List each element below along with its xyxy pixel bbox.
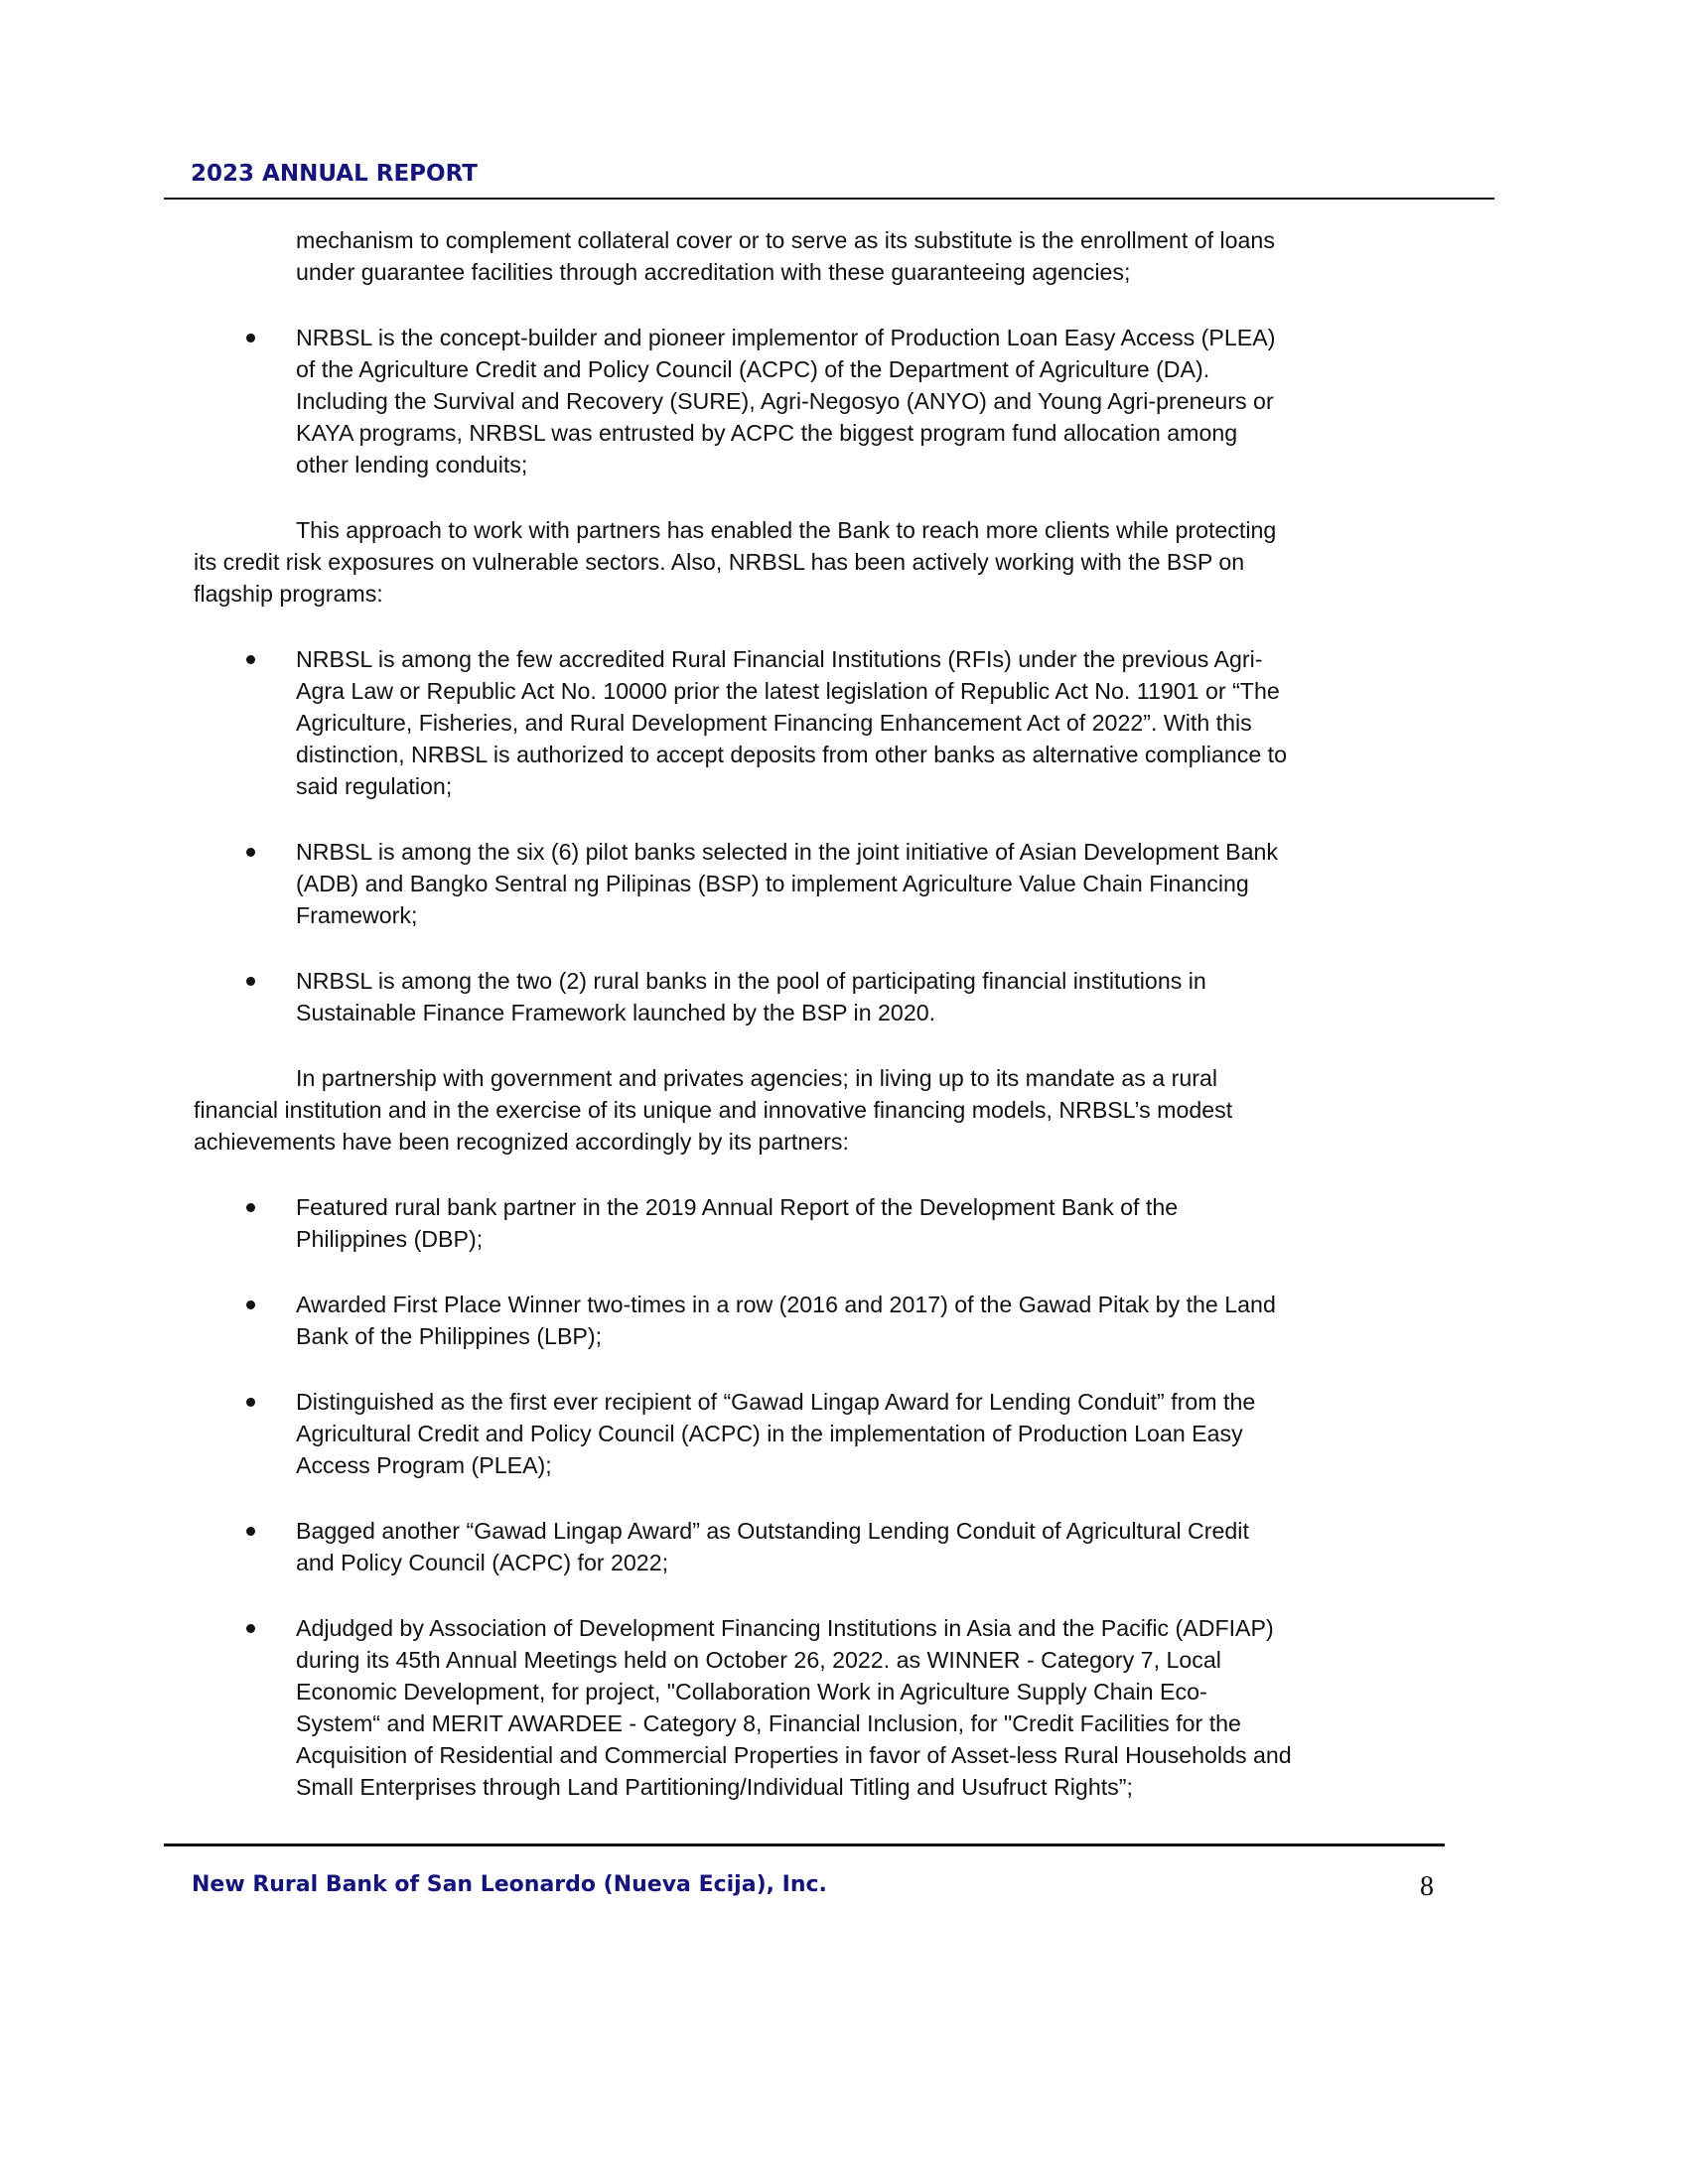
header-divider — [164, 198, 1494, 200]
text-line: Including the Survival and Recovery (SURE), Agri-Negosyo (ANYO) and Young Agri-preneurs or — [296, 388, 1274, 414]
text-line: Economic Development, for project, "Collaboration Work in Agriculture Supply Chain Eco- — [296, 1679, 1207, 1705]
text-line: KAYA programs, NRBSL was entrusted by ACPC the biggest program fund allocation among — [296, 420, 1238, 446]
text-line: NRBSL is among the two (2) rural banks in the pool of participating financial institutions in — [296, 968, 1206, 994]
text-line: Framework; — [296, 902, 418, 928]
text-line: (ADB) and Bangko Sentral ng Pilipinas (BSP) to implement Agriculture Value Chain Financing — [296, 871, 1249, 896]
text-line: System“ and MERIT AWARDEE - Category 8, Financial Inclusion, for "Credit Facilities for the — [296, 1710, 1241, 1736]
text-line: Adjudged by Association of Development Financing Institutions in Asia and the Pacific (ADFIAP) — [296, 1615, 1274, 1641]
bullet-icon — [246, 334, 255, 342]
bullet-icon — [246, 1527, 255, 1536]
text-line: Bank of the Philippines (LBP); — [296, 1323, 603, 1349]
bullet-icon — [246, 977, 255, 986]
text-line: under guarantee facilities through accreditation with these guaranteeing agencies; — [296, 259, 1131, 285]
text-line: NRBSL is among the few accredited Rural Financial Institutions (RFIs) under the previous Agri- — [296, 646, 1263, 672]
text-line: Philippines (DBP); — [296, 1226, 484, 1252]
text-line: mechanism to complement collateral cover or to serve as its substitute is the enrollment of loans — [296, 227, 1275, 253]
bullet-icon — [246, 848, 255, 857]
running-header-title: 2023 ANNUAL REPORT — [191, 161, 478, 187]
text-line: financial institution and in the exercise of its unique and innovative financing models, NRBSL’s modest — [194, 1097, 1233, 1123]
text-line: Agra Law or Republic Act No. 10000 prior the latest legislation of Republic Act No. 11901 or “The — [296, 678, 1280, 704]
footer-organization-name: New Rural Bank of San Leonardo (Nueva Ecija), Inc. — [192, 1872, 827, 1897]
bullet-icon — [246, 1398, 255, 1407]
text-line: its credit risk exposures on vulnerable sectors. Also, NRBSL has been actively working with the BSP on — [194, 549, 1245, 575]
text-line: Awarded First Place Winner two-times in a row (2016 and 2017) of the Gawad Pitak by the Land — [296, 1292, 1276, 1317]
text-line: This approach to work with partners has enabled the Bank to reach more clients while protecting — [296, 517, 1277, 543]
text-line: of the Agriculture Credit and Policy Council (ACPC) of the Department of Agriculture (DA). — [296, 356, 1210, 382]
text-line: NRBSL is among the six (6) pilot banks selected in the joint initiative of Asian Development Bank — [296, 839, 1278, 865]
bullet-icon — [246, 1300, 255, 1309]
text-line: and Policy Council (ACPC) for 2022; — [296, 1550, 669, 1575]
text-line: achievements have been recognized accordingly by its partners: — [194, 1129, 849, 1155]
text-line: distinction, NRBSL is authorized to accept deposits from other banks as alternative compliance to — [296, 742, 1288, 767]
text-line: NRBSL is the concept-builder and pioneer implementor of Production Loan Easy Access (PLEA) — [296, 325, 1276, 350]
text-line: said regulation; — [296, 773, 453, 799]
text-line: during its 45th Annual Meetings held on October 26, 2022. as WINNER - Category 7, Local — [296, 1647, 1221, 1673]
text-line: Sustainable Finance Framework launched by the BSP in 2020. — [296, 1000, 936, 1025]
text-line: Acquisition of Residential and Commercial Properties in favor of Asset-less Rural Households and — [296, 1742, 1292, 1768]
text-line: In partnership with government and privates agencies; in living up to its mandate as a rural — [296, 1065, 1218, 1091]
text-line: Bagged another “Gawad Lingap Award” as Outstanding Lending Conduit of Agricultural Credit — [296, 1518, 1249, 1544]
text-line: Small Enterprises through Land Partitioning/Individual Titling and Usufruct Rights”; — [296, 1774, 1133, 1800]
page-number: 8 — [1420, 1871, 1434, 1902]
text-line: Agricultural Credit and Policy Council (ACPC) in the implementation of Production Loan Easy — [296, 1421, 1243, 1446]
bullet-icon — [246, 655, 255, 664]
text-line: Featured rural bank partner in the 2019 Annual Report of the Development Bank of the — [296, 1194, 1179, 1220]
footer-divider — [164, 1843, 1445, 1846]
text-line: Agriculture, Fisheries, and Rural Development Financing Enhancement Act of 2022”. With this — [296, 710, 1252, 736]
text-line: Distinguished as the first ever recipient of “Gawad Lingap Award for Lending Conduit” from the — [296, 1389, 1256, 1415]
text-line: Access Program (PLEA); — [296, 1452, 552, 1478]
text-line: flagship programs: — [194, 581, 383, 607]
text-line: other lending conduits; — [296, 452, 528, 478]
bullet-icon — [246, 1203, 255, 1212]
bullet-icon — [246, 1624, 255, 1633]
